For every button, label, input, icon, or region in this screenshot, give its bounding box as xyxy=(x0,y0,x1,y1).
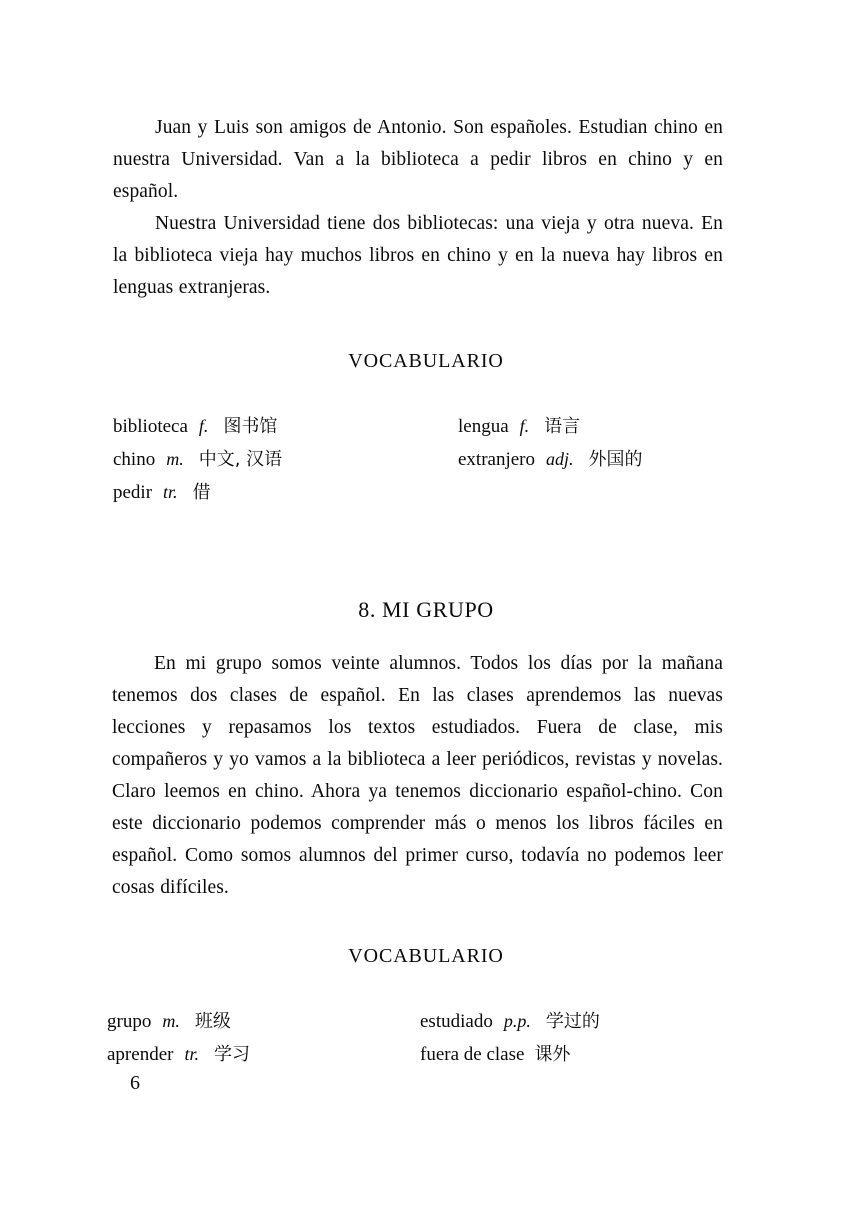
lesson8-text-block xyxy=(112,648,723,904)
vocabulary-term: extranjero xyxy=(458,449,536,470)
vocabulary-entry xyxy=(420,1005,600,1038)
vocabulary-part-of-speech: m. xyxy=(166,449,184,469)
vocabulary-gloss: 外国的 xyxy=(588,449,643,470)
vocabulary-gloss: 学过的 xyxy=(545,1011,600,1032)
vocabulary-entry xyxy=(113,410,282,443)
vocabulary-part-of-speech: p.p. xyxy=(503,1011,531,1031)
vocabulary-term: aprender xyxy=(107,1044,174,1065)
vocabulary-part-of-speech: adj. xyxy=(546,449,574,469)
vocabulary-entry xyxy=(113,476,282,509)
vocabulary-gloss: 学习 xyxy=(213,1044,250,1065)
vocabulary-left-column xyxy=(107,1005,250,1071)
vocabulary-entry xyxy=(107,1005,250,1038)
paragraph: Juan y Luis son amigos de Antonio. Son españoles. Estudian chino en nuestra Universidad. Van a la biblioteca a pedir libros en chino y en español. xyxy=(113,117,723,202)
paragraph: En mi grupo somos veinte alumnos. Todos los días por la mañana tenemos dos clases de español. En las clases aprendemos las nuevas lecciones y repasamos los textos estudiados. Fuera de clase, mis compañeros y yo vamos a la biblioteca a leer periódicos, revistas y novelas. Claro leemos en chino. Ahora ya tenemos diccionario español-chino. Con este diccionario podemos comprender más o menos los libros fáciles en español. Como somos alumnos del primer curso, todavía no podemos leer cosas difíciles. xyxy=(112,653,723,898)
page-number: 6 xyxy=(130,1072,140,1094)
lesson-heading: 8. MI GRUPO xyxy=(358,597,494,622)
vocabulary-term: estudiado xyxy=(420,1011,493,1032)
vocabulary-entry xyxy=(458,410,643,443)
vocabulary-term: chino xyxy=(113,449,156,470)
vocabulary-part-of-speech: tr. xyxy=(184,1044,199,1064)
vocabulary-term: pedir xyxy=(113,482,153,503)
vocabulary-entry xyxy=(113,443,282,476)
vocabulary-heading: VOCABULARIO xyxy=(348,945,504,967)
vocabulary-list-1 xyxy=(0,410,852,520)
vocabulary-gloss: 班级 xyxy=(194,1011,231,1032)
vocabulary-part-of-speech: m. xyxy=(162,1011,180,1031)
vocabulary-left-column xyxy=(113,410,282,509)
vocabulary-gloss: 图书馆 xyxy=(223,416,278,437)
vocabulary-gloss: 语言 xyxy=(544,416,581,437)
vocabulary-part-of-speech: tr. xyxy=(163,482,178,502)
vocabulary-term: grupo xyxy=(107,1011,152,1032)
vocabulary-entry xyxy=(107,1038,250,1071)
lesson7-text-block xyxy=(113,112,723,304)
vocabulary-term: biblioteca xyxy=(113,416,188,437)
vocabulary-part-of-speech: f. xyxy=(198,416,209,436)
vocabulary-gloss: 借 xyxy=(192,482,211,503)
vocabulary-term: fuera de clase xyxy=(420,1044,525,1065)
vocabulary-term: lengua xyxy=(458,416,509,437)
vocabulary-entry xyxy=(420,1038,600,1071)
vocabulary-gloss: 课外 xyxy=(534,1044,571,1065)
paragraph: Nuestra Universidad tiene dos bibliotecas: una vieja y otra nueva. En la biblioteca vieja hay muchos libros en chino y en la nueva hay libros en lenguas extranjeras. xyxy=(113,213,723,298)
vocabulary-gloss: 中文, 汉语 xyxy=(198,449,283,470)
vocabulary-right-column xyxy=(420,1005,600,1071)
vocabulary-right-column xyxy=(458,410,643,476)
vocabulary-heading: VOCABULARIO xyxy=(348,350,504,372)
vocabulary-entry xyxy=(458,443,643,476)
vocabulary-part-of-speech: f. xyxy=(519,416,530,436)
vocabulary-list-2 xyxy=(0,1005,852,1085)
